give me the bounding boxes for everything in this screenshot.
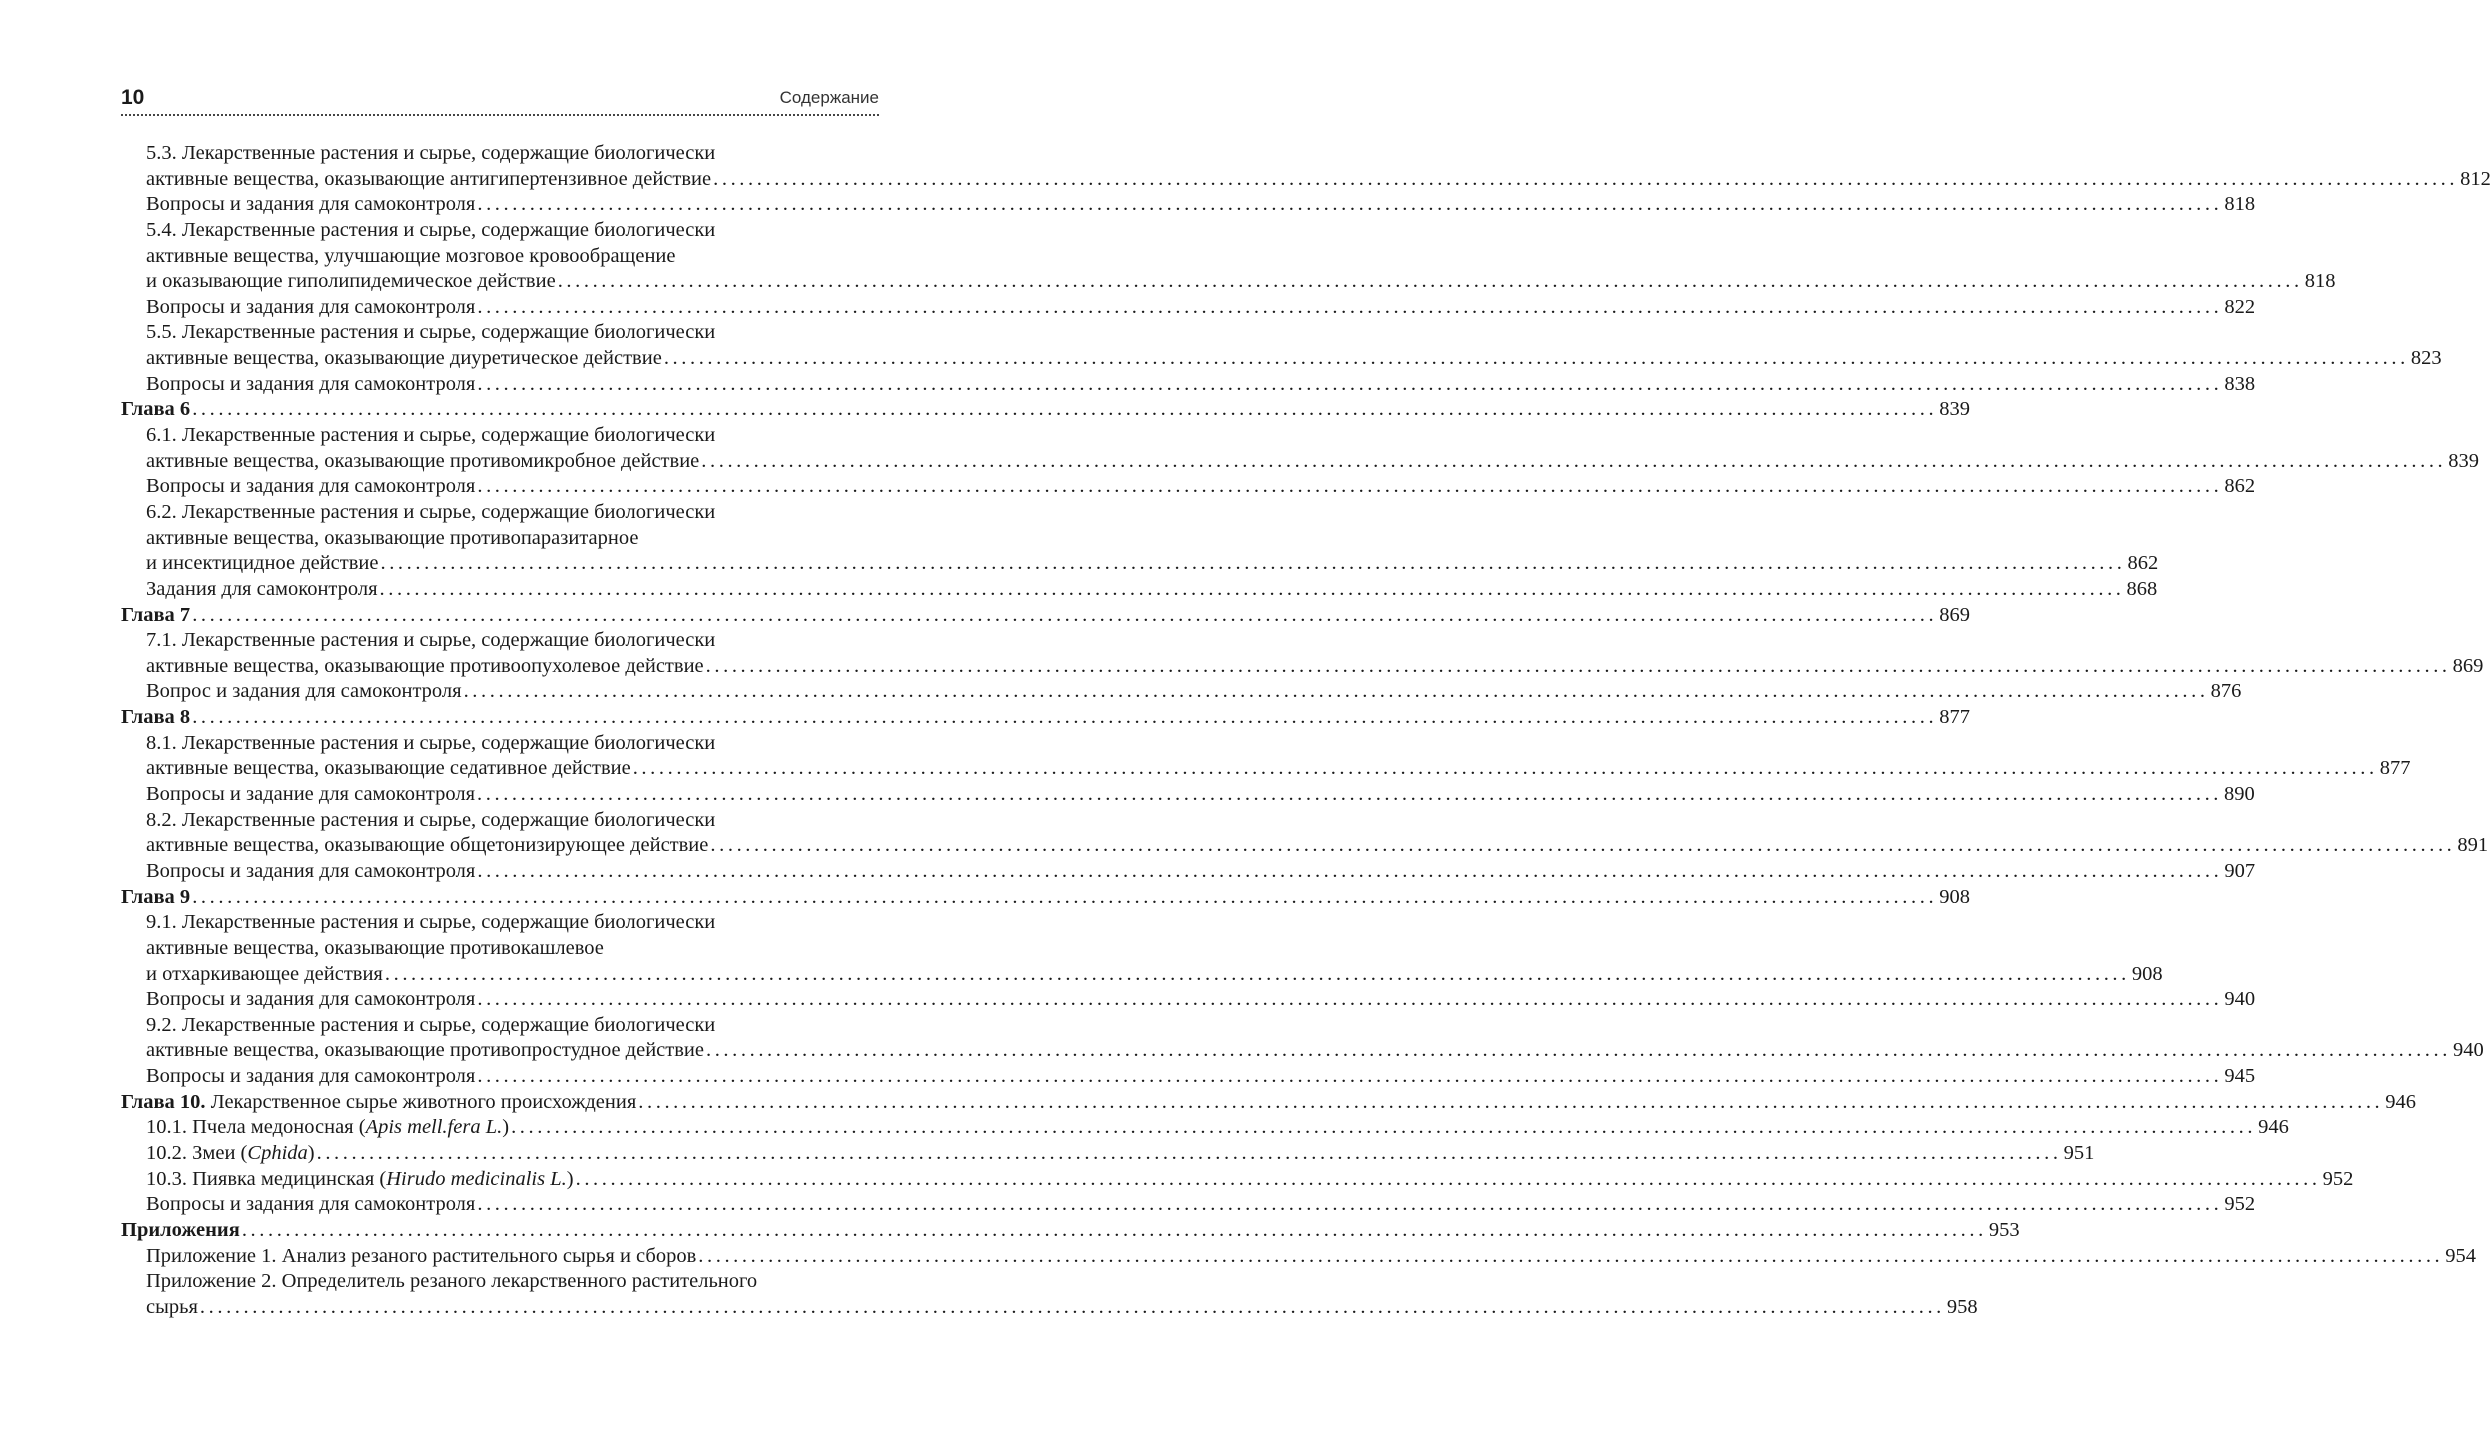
toc-chapter-6[interactable] [121,397,1970,423]
toc-entry-text: Вопросы и задание для самоконтроля [146,783,476,806]
leader-dots: ........................................................................................................................................................................................................ [192,603,1938,626]
toc-chapter-8[interactable] [121,705,1970,731]
toc-chapter-title: Лекарственное сырье животного происхождения [205,1090,637,1113]
leader-dots: ........................................................................................................................................................................................................ [477,475,2223,498]
toc-entry-questions-9-1[interactable] [121,987,2256,1013]
toc-entry-text: активные вещества, оказывающие общетонизирующее действие [146,834,709,857]
toc-page-number: 868 [2126,577,2158,600]
toc-page-number: 869 [1939,603,1970,626]
leader-dots: ........................................................................................................................................................................................................ [199,1295,1945,1318]
toc-section-7-1-line: 7.1. Лекарственные растения и сырье, содержащие биологически [146,629,716,652]
leader-dots: ........................................................................................................................................................................................................ [477,783,2223,806]
running-title: Содержание [779,88,879,107]
toc-page-number: 945 [2224,1065,2256,1088]
toc-page-number: 838 [2224,372,2256,395]
toc-entry-suffix: ) [502,1116,510,1139]
latin-name: Hirudo medicinalis L. [386,1167,567,1190]
toc-section-8-2-line: 8.2. Лекарственные растения и сырье, содержащие биологически [146,808,716,831]
toc-entry-questions-5-5[interactable] [121,372,2256,398]
leader-dots: ........................................................................................................................................................................................................ [557,270,2303,293]
toc-entry-5-3[interactable] [121,167,2491,193]
toc-page-number: 812 [2460,167,2491,190]
toc-page-number: 951 [2063,1141,2095,1164]
toc-entry-text: и оказывающие гиполипидемическое действие [146,270,556,293]
leader-dots: ........................................................................................................................................................................................................ [632,757,2378,780]
toc-entry-text [146,1167,574,1193]
toc-chapter-label: Приложения [121,1218,240,1241]
toc-entry-text: Вопросы и задания для самоконтроля [146,475,476,498]
toc-entry-5-4[interactable] [121,269,2336,295]
toc-entry-text: Вопросы и задания для самоконтроля [146,372,476,395]
toc-page-number: 869 [2452,654,2484,677]
toc-entry-prefix: 10.2. Змеи ( [146,1141,248,1164]
toc-entry-text: и отхаркивающее действия [146,962,383,985]
toc-section-5-5-line: 5.5. Лекарственные растения и сырье, содержащие биологически [146,321,716,344]
toc-entry-text: Вопрос и задания для самоконтроля [146,680,462,703]
toc-page-number: 890 [2224,783,2255,806]
toc-entry-questions-7-1[interactable] [121,679,2242,705]
toc-page-number: 952 [2224,1193,2256,1216]
toc-entry-questions-9-2[interactable] [121,1064,2256,1090]
toc-chapter-7[interactable] [121,603,1970,629]
toc-entry-text: Вопросы и задания для самоконтроля [146,859,476,882]
toc-entry-text: активные вещества, оказывающие диуретическое действие [146,347,662,370]
toc-page-number: 822 [2224,295,2256,318]
toc-section-8-1-line: 8.1. Лекарственные растения и сырье, содержащие биологически [146,731,716,754]
toc-section-5-4-line: 5.4. Лекарственные растения и сырье, содержащие биологически [146,218,716,241]
toc-section-6-2-line: 6.2. Лекарственные растения и сырье, содержащие биологически [146,500,716,523]
leader-dots: ........................................................................................................................................................................................................ [663,347,2409,370]
toc-page-number: 954 [2445,1244,2477,1267]
toc-entry-questions-8-1[interactable] [121,782,2255,808]
toc-entry-suffix: ) [307,1141,315,1164]
toc-page-number: 958 [1946,1295,1978,1318]
leader-dots: ........................................................................................................................................................................................................ [477,988,2223,1011]
toc-entry-text: активные вещества, оказывающие противоопухолевое действие [146,654,704,677]
leader-dots: ........................................................................................................................................................................................................ [477,1065,2223,1088]
page-header [121,86,879,116]
toc-page-number: 877 [1939,706,1970,729]
toc-chapter-label: Глава 8 [121,706,191,729]
leader-dots: ........................................................................................................................................................................................................ [477,193,2223,216]
leader-dots: ........................................................................................................................................................................................................ [241,1218,1987,1241]
toc-section-5-3-line: 5.3. Лекарственные растения и сырье, содержащие биологически [146,142,716,164]
toc-page-number: 946 [2258,1116,2289,1139]
leader-dots: ........................................................................................................................................................................................................ [192,398,1938,421]
toc-entry-text: активные вещества, оказывающие противомикробное действие [146,449,700,472]
toc-section-9-1-line: 9.1. Лекарственные растения и сырье, содержащие биологически [146,911,716,934]
toc-entry-questions-8-2[interactable] [121,859,2256,885]
toc-entry-text: Приложение 1. Анализ резаного растительного сырья и сборов [146,1244,697,1267]
latin-name: Cphida [247,1141,308,1164]
toc-page-number: 823 [2410,347,2442,370]
toc-entry-suffix: ) [566,1167,574,1190]
leader-dots: ........................................................................................................................................................................................................ [698,1244,2444,1267]
toc-page-number: 952 [2322,1167,2354,1190]
leader-dots: ........................................................................................................................................................................................................ [511,1116,2257,1139]
toc-entry-text: Вопросы и задания для самоконтроля [146,988,476,1011]
toc-entry-6-2[interactable] [121,551,2159,577]
leader-dots: ........................................................................................................................................................................................................ [463,680,2209,703]
toc-entry-questions-6-2[interactable] [121,577,2158,603]
toc-entry-appendix-2[interactable] [121,1295,1978,1321]
toc-entry-10-3[interactable] [121,1167,2354,1193]
toc-entry-7-1[interactable] [121,654,2484,680]
header-dotted-rule [121,114,879,116]
leader-dots: ........................................................................................................................................................................................................ [379,577,2125,600]
page-number: 10 [121,86,145,109]
toc-entry-prefix: 10.1. Пчела медоносная ( [146,1116,366,1139]
toc-appendices[interactable] [121,1218,2020,1244]
leader-dots: ........................................................................................................................................................................................................ [701,449,2447,472]
toc-chapter-label: Глава 6 [121,398,191,421]
toc-entry-text: активные вещества, оказывающие антигипертензивное действие [146,167,712,190]
toc-entry-9-1[interactable] [121,962,2163,988]
toc-page-number: 946 [2385,1090,2417,1113]
toc-entry-text: Вопросы и задания для самоконтроля [146,1065,476,1088]
toc-entry-text: Задания для самоконтроля [146,577,378,600]
toc-entry-prefix: 10.3. Пиявка медицинская ( [146,1167,387,1190]
toc-section-6-1-line: 6.1. Лекарственные растения и сырье, содержащие биологически [146,424,716,447]
leader-dots: ........................................................................................................................................................................................................ [705,1039,2451,1062]
toc-entry-questions-5-4[interactable] [121,295,2256,321]
leader-dots: ........................................................................................................................................................................................................ [710,834,2456,857]
leader-dots: ........................................................................................................................................................................................................ [477,1193,2223,1216]
toc-page-number: 839 [2448,449,2480,472]
toc-page-number: 818 [2304,270,2336,293]
toc-page-number: 839 [1939,398,1970,421]
toc-section-5-4-line: активные вещества, улучшающие мозговое кровообращение [146,244,676,267]
toc-chapter-9[interactable] [121,885,1970,911]
toc-page-number: 818 [2224,193,2256,216]
toc-chapter-label: Глава 7 [121,603,191,626]
toc-appendix-2-line: Приложение 2. Определитель резаного лекарственного растительного [146,1270,758,1293]
toc-entry-text [121,1090,636,1116]
leader-dots: ........................................................................................................................................................................................................ [713,167,2459,190]
toc-entry-text [146,1141,315,1167]
toc-page-number: 862 [2224,475,2256,498]
leader-dots: ........................................................................................................................................................................................................ [705,654,2451,677]
leader-dots: ........................................................................................................................................................................................................ [384,962,2130,985]
toc-page-number: 908 [2131,962,2163,985]
toc-page-number: 940 [2452,1039,2484,1062]
toc-entry-text: сырья [146,1295,198,1318]
toc-entry-text: Вопросы и задания для самоконтроля [146,193,476,216]
toc-page-number: 907 [2224,859,2256,882]
toc-entry-text: активные вещества, оказывающие седативное действие [146,757,631,780]
toc-entry-questions-6-1[interactable] [121,474,2256,500]
toc-chapter-10[interactable] [121,1090,2417,1116]
toc-entry-10-2[interactable] [121,1141,2095,1167]
toc-entry-appendix-1[interactable] [121,1244,2477,1270]
toc-entry-9-2[interactable] [121,1038,2484,1064]
leader-dots: ........................................................................................................................................................................................................ [477,372,2223,395]
toc-section-9-1-line: активные вещества, оказывающие противокашлевое [146,936,604,959]
toc-page-number: 953 [1988,1218,2020,1241]
toc-page-number: 908 [1939,885,1970,908]
toc-entry-text [146,1115,509,1141]
toc-entry-6-1[interactable] [121,449,2480,475]
toc-page-number: 877 [2379,757,2411,780]
toc-section-6-2-line: активные вещества, оказывающие противопаразитарное [146,526,639,549]
toc-entry-text: Вопросы и задания для самоконтроля [146,1193,476,1216]
toc-chapter-label: Глава 9 [121,885,191,908]
toc-chapter-label: Глава 10. [121,1090,206,1113]
leader-dots: ........................................................................................................................................................................................................ [316,1141,2062,1164]
table-of-contents [121,141,2491,1320]
toc-entry-5-5[interactable] [121,346,2442,372]
toc-entry-8-2[interactable] [121,833,2489,859]
toc-entry-text: и инсектицидное действие [146,552,379,575]
leader-dots: ........................................................................................................................................................................................................ [477,295,2223,318]
toc-entry-text: активные вещества, оказывающие противопростудное действие [146,1039,704,1062]
leader-dots: ........................................................................................................................................................................................................ [380,552,2126,575]
leader-dots: ........................................................................................................................................................................................................ [638,1090,2384,1113]
toc-entry-questions-10[interactable] [121,1192,2256,1218]
leader-dots: ........................................................................................................................................................................................................ [575,1167,2321,1190]
leader-dots: ........................................................................................................................................................................................................ [192,706,1938,729]
toc-page-number: 940 [2224,988,2256,1011]
toc-section-9-2-line: 9.2. Лекарственные растения и сырье, содержащие биологически [146,1013,716,1036]
toc-page-number: 891 [2457,834,2489,857]
leader-dots: ........................................................................................................................................................................................................ [477,859,2223,882]
leader-dots: ........................................................................................................................................................................................................ [192,885,1938,908]
toc-entry-8-1[interactable] [121,756,2411,782]
toc-page-number: 876 [2210,680,2242,703]
latin-name: Apis mell.fera L. [365,1116,503,1139]
toc-entry-10-1[interactable] [121,1115,2289,1141]
toc-page-number: 862 [2127,552,2159,575]
toc-entry-text: Вопросы и задания для самоконтроля [146,295,476,318]
toc-entry-questions-5-3[interactable] [121,192,2256,218]
